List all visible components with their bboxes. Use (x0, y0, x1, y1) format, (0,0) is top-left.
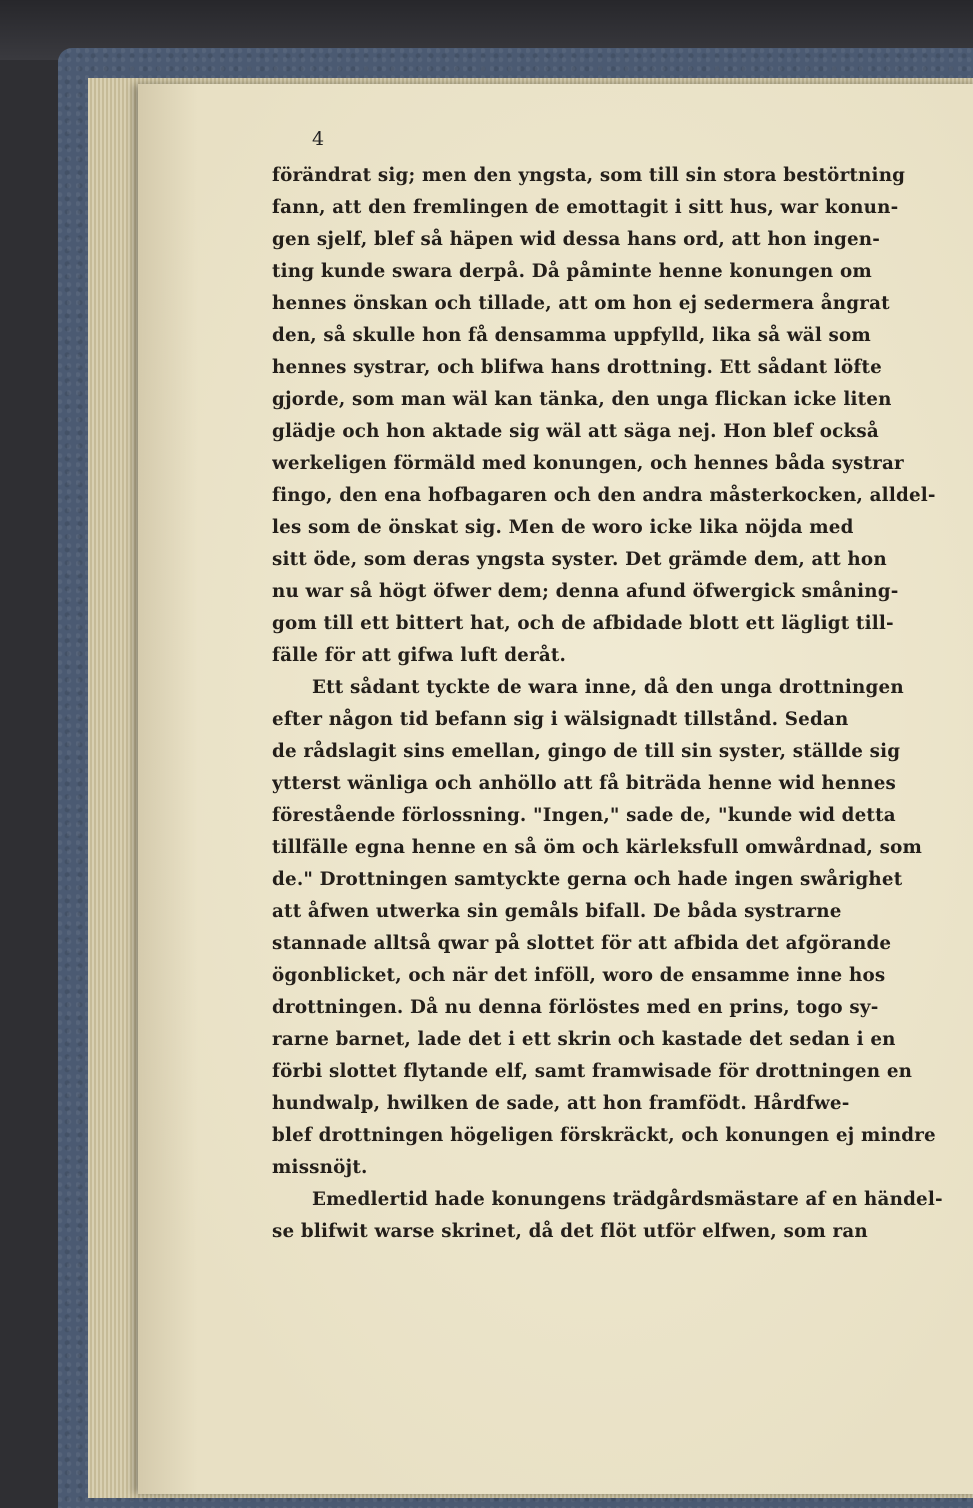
text-line: den, så skulle hon få densamma uppfylld, lika så wäl som (272, 325, 871, 346)
text-line: ytterst wänliga och anhöllo att få biträda henne wid hennes (272, 773, 897, 794)
text-line: Ett sådant tyckte de wara inne, då den unga drottningen (312, 677, 904, 698)
text-line: fingo, den ena hofbagaren och den andra måsterkocken, alldel‐ (272, 485, 936, 506)
text-line: de." Drottningen samtyckte gerna och hade ingen swårighet (272, 869, 903, 890)
text-line: ögonblicket, och när det inföll, woro de ensamme inne hos (272, 965, 886, 986)
body-text (272, 160, 972, 1248)
text-line: glädje och hon aktade sig wäl att säga nej. Hon blef också (272, 421, 879, 442)
text-line: förestående förlossning. "Ingen," sade de, "kunde wid detta (272, 805, 896, 826)
text-line: gom till ett bittert hat, och de afbidade blott ett lägligt till‐ (272, 613, 894, 634)
text-line: les som de önskat sig. Men de woro icke lika nöjda med (272, 517, 854, 538)
text-line: drottningen. Då nu denna förlöstes med en prins, togo sy‐ (272, 997, 879, 1018)
text-line: fann, att den fremlingen de emottagit i sitt hus, war konun‐ (272, 197, 899, 218)
text-line: ting kunde swara derpå. Då påminte henne konungen om (272, 261, 872, 282)
text-line: efter någon tid befann sig i wälsignadt tillstånd. Sedan (272, 709, 849, 730)
text-line: förändrat sig; men den yngsta, som till sin stora bestörtning (272, 165, 906, 186)
text-line: nu war så högt öfwer dem; denna afund öfwergick småning‐ (272, 581, 899, 602)
text-line: werkeligen förmäld med konungen, och hennes båda systrar (272, 453, 904, 474)
text-line: hennes systrar, och blifwa hans drottning. Ett sådant löfte (272, 357, 882, 378)
text-line: sitt öde, som deras yngsta syster. Det grämde dem, att hon (272, 549, 887, 570)
text-line: tillfälle egna henne en så öm och kärleksfull omwårdnad, som (272, 837, 923, 858)
text-line: gjorde, som man wäl kan tänka, den unga flickan icke liten (272, 389, 892, 410)
text-line: att åfwen utwerka sin gemåls bifall. De båda systrarne (272, 901, 842, 922)
text-line: hennes önskan och tillade, att om hon ej sedermera ångrat (272, 293, 890, 314)
text-line: se blifwit warse skrinet, då det flöt utför elfwen, som ran (272, 1221, 868, 1242)
text-line: hundwalp, hwilken de sade, att hon framfödt. Hårdfwe‐ (272, 1093, 850, 1114)
text-line: gen sjelf, blef så häpen wid dessa hans ord, att hon ingen‐ (272, 229, 881, 250)
text-line: de rådslagit sins emellan, gingo de till sin syster, ställde sig (272, 741, 901, 762)
page-number: 4 (312, 128, 325, 150)
text-line: förbi slottet flytande elf, samt framwisade för drottningen en (272, 1061, 913, 1082)
text-line: fälle för att gifwa luft deråt. (272, 645, 567, 666)
text-line: Emedlertid hade konungens trädgårdsmästare af en händel‐ (312, 1189, 943, 1210)
text-line: missnöjt. (272, 1157, 368, 1178)
text-line: stannade alltså qwar på slottet för att afbida det afgörande (272, 933, 892, 954)
text-line: blef drottningen högeligen förskräckt, och konungen ej mindre (272, 1125, 936, 1146)
text-line: rarne barnet, lade det i ett skrin och kastade det sedan i en (272, 1029, 896, 1050)
